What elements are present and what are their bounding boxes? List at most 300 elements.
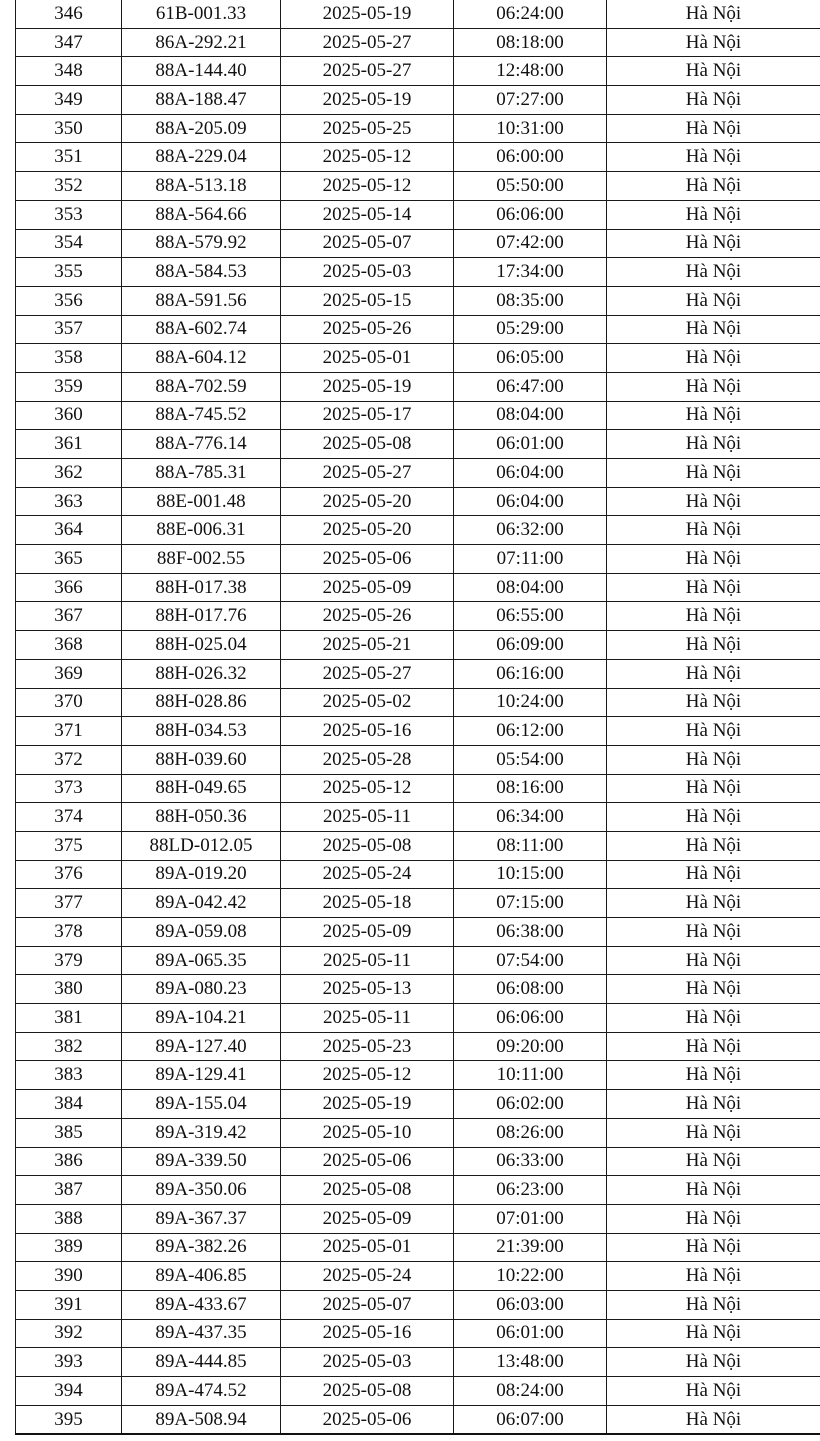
- violation-date-cell: 2025-05-20: [281, 487, 454, 516]
- row-number-cell: 373: [16, 774, 122, 803]
- violation-time-cell: 06:02:00: [454, 1090, 607, 1119]
- table-row: [16, 401, 820, 430]
- license-plate-cell: 88H-017.76: [122, 602, 281, 631]
- violation-time-cell: 10:15:00: [454, 860, 607, 889]
- violation-time-cell: 07:54:00: [454, 946, 607, 975]
- violation-time-cell: 06:23:00: [454, 1176, 607, 1205]
- row-number-cell: 347: [16, 28, 122, 57]
- row-number-cell: 386: [16, 1147, 122, 1176]
- violation-date-cell: 2025-05-19: [281, 86, 454, 115]
- row-number-cell: 368: [16, 631, 122, 660]
- violation-date-cell: 2025-05-02: [281, 688, 454, 717]
- violation-date-cell: 2025-05-12: [281, 1061, 454, 1090]
- row-number-cell: 362: [16, 459, 122, 488]
- unit-cell: Hà Nội: [607, 889, 820, 918]
- unit-cell: Hà Nội: [607, 1262, 820, 1291]
- violation-time-cell: 07:27:00: [454, 86, 607, 115]
- row-number-cell: 374: [16, 803, 122, 832]
- unit-cell: Hà Nội: [607, 258, 820, 287]
- violation-date-cell: 2025-05-21: [281, 631, 454, 660]
- table-row: [16, 430, 820, 459]
- license-plate-cell: 89A-042.42: [122, 889, 281, 918]
- violation-time-cell: 08:04:00: [454, 573, 607, 602]
- license-plate-cell: 88A-579.92: [122, 229, 281, 258]
- table-row: [16, 286, 820, 315]
- violation-date-cell: 2025-05-24: [281, 860, 454, 889]
- unit-cell: Hà Nội: [607, 1319, 820, 1348]
- violation-date-cell: 2025-05-25: [281, 114, 454, 143]
- violation-date-cell: 2025-05-12: [281, 774, 454, 803]
- violation-date-cell: 2025-05-11: [281, 946, 454, 975]
- license-plate-cell: 89A-065.35: [122, 946, 281, 975]
- license-plate-cell: 88H-039.60: [122, 745, 281, 774]
- unit-cell: Hà Nội: [607, 860, 820, 889]
- violation-date-cell: 2025-05-08: [281, 1176, 454, 1205]
- violation-date-cell: 2025-05-23: [281, 1032, 454, 1061]
- violation-date-cell: 2025-05-07: [281, 229, 454, 258]
- violation-date-cell: 2025-05-10: [281, 1118, 454, 1147]
- violation-time-cell: 12:48:00: [454, 57, 607, 86]
- unit-cell: Hà Nội: [607, 430, 820, 459]
- table-row: [16, 803, 820, 832]
- table-row: [16, 372, 820, 401]
- violation-date-cell: 2025-05-19: [281, 372, 454, 401]
- unit-cell: Hà Nội: [607, 717, 820, 746]
- violation-time-cell: 06:06:00: [454, 200, 607, 229]
- license-plate-cell: 89A-433.67: [122, 1290, 281, 1319]
- table-row: [16, 975, 820, 1004]
- unit-cell: Hà Nội: [607, 573, 820, 602]
- license-plate-cell: 89A-059.08: [122, 918, 281, 947]
- license-plate-cell: 89A-406.85: [122, 1262, 281, 1291]
- row-number-cell: 356: [16, 286, 122, 315]
- license-plate-cell: 88A-513.18: [122, 172, 281, 201]
- violation-time-cell: 08:24:00: [454, 1377, 607, 1406]
- license-plate-cell: 89A-319.42: [122, 1118, 281, 1147]
- unit-cell: Hà Nội: [607, 545, 820, 574]
- table-row: [16, 86, 820, 115]
- table-row: [16, 1348, 820, 1377]
- unit-cell: Hà Nội: [607, 946, 820, 975]
- row-number-cell: 346: [16, 0, 122, 28]
- violation-time-cell: 06:16:00: [454, 659, 607, 688]
- unit-cell: Hà Nội: [607, 831, 820, 860]
- violation-date-cell: 2025-05-26: [281, 315, 454, 344]
- violation-time-cell: 08:35:00: [454, 286, 607, 315]
- violation-time-cell: 17:34:00: [454, 258, 607, 287]
- table-row: [16, 573, 820, 602]
- unit-cell: Hà Nội: [607, 1290, 820, 1319]
- unit-cell: Hà Nội: [607, 688, 820, 717]
- table-row: [16, 1377, 820, 1406]
- violation-time-cell: 07:01:00: [454, 1204, 607, 1233]
- unit-cell: Hà Nội: [607, 631, 820, 660]
- license-plate-cell: 88A-229.04: [122, 143, 281, 172]
- row-number-cell: 358: [16, 344, 122, 373]
- unit-cell: Hà Nội: [607, 28, 820, 57]
- row-number-cell: 367: [16, 602, 122, 631]
- violation-time-cell: 08:18:00: [454, 28, 607, 57]
- unit-cell: Hà Nội: [607, 1032, 820, 1061]
- violation-time-cell: 08:11:00: [454, 831, 607, 860]
- table-row: [16, 344, 820, 373]
- row-number-cell: 376: [16, 860, 122, 889]
- row-number-cell: 365: [16, 545, 122, 574]
- table-row: [16, 0, 820, 28]
- row-number-cell: 363: [16, 487, 122, 516]
- violation-date-cell: 2025-05-08: [281, 1377, 454, 1406]
- violation-time-cell: 06:01:00: [454, 430, 607, 459]
- row-number-cell: 377: [16, 889, 122, 918]
- violation-date-cell: 2025-05-08: [281, 831, 454, 860]
- row-number-cell: 350: [16, 114, 122, 143]
- violation-time-cell: 10:24:00: [454, 688, 607, 717]
- unit-cell: Hà Nội: [607, 1377, 820, 1406]
- row-number-cell: 394: [16, 1377, 122, 1406]
- violation-date-cell: 2025-05-27: [281, 28, 454, 57]
- row-number-cell: 371: [16, 717, 122, 746]
- unit-cell: Hà Nội: [607, 200, 820, 229]
- unit-cell: Hà Nội: [607, 1348, 820, 1377]
- table-row: [16, 946, 820, 975]
- row-number-cell: 349: [16, 86, 122, 115]
- violation-date-cell: 2025-05-16: [281, 717, 454, 746]
- row-number-cell: 383: [16, 1061, 122, 1090]
- unit-cell: Hà Nội: [607, 774, 820, 803]
- row-number-cell: 366: [16, 573, 122, 602]
- violation-time-cell: 05:29:00: [454, 315, 607, 344]
- unit-cell: Hà Nội: [607, 1176, 820, 1205]
- violation-date-cell: 2025-05-06: [281, 1405, 454, 1434]
- violation-time-cell: 06:33:00: [454, 1147, 607, 1176]
- table-row: [16, 172, 820, 201]
- violation-date-cell: 2025-05-17: [281, 401, 454, 430]
- license-plate-cell: 88A-144.40: [122, 57, 281, 86]
- violation-time-cell: 06:09:00: [454, 631, 607, 660]
- table-row: [16, 200, 820, 229]
- unit-cell: Hà Nội: [607, 487, 820, 516]
- violation-date-cell: 2025-05-01: [281, 1233, 454, 1262]
- license-plate-cell: 88H-028.86: [122, 688, 281, 717]
- violation-table-container: [15, 0, 820, 1435]
- license-plate-cell: 88A-205.09: [122, 114, 281, 143]
- table-row: [16, 717, 820, 746]
- table-row: [16, 545, 820, 574]
- violation-time-cell: 06:05:00: [454, 344, 607, 373]
- violation-time-cell: 07:42:00: [454, 229, 607, 258]
- row-number-cell: 370: [16, 688, 122, 717]
- row-number-cell: 354: [16, 229, 122, 258]
- table-row: [16, 889, 820, 918]
- unit-cell: Hà Nội: [607, 57, 820, 86]
- unit-cell: Hà Nội: [607, 1405, 820, 1434]
- unit-cell: Hà Nội: [607, 344, 820, 373]
- license-plate-cell: 88F-002.55: [122, 545, 281, 574]
- violation-time-cell: 06:24:00: [454, 0, 607, 28]
- license-plate-cell: 88H-050.36: [122, 803, 281, 832]
- table-row: [16, 631, 820, 660]
- table-row: [16, 1090, 820, 1119]
- table-row: [16, 114, 820, 143]
- table-body: [16, 0, 820, 1434]
- unit-cell: Hà Nội: [607, 172, 820, 201]
- row-number-cell: 352: [16, 172, 122, 201]
- unit-cell: Hà Nội: [607, 114, 820, 143]
- violation-time-cell: 13:48:00: [454, 1348, 607, 1377]
- row-number-cell: 391: [16, 1290, 122, 1319]
- violation-date-cell: 2025-05-08: [281, 430, 454, 459]
- unit-cell: Hà Nội: [607, 401, 820, 430]
- row-number-cell: 385: [16, 1118, 122, 1147]
- license-plate-cell: 89A-155.04: [122, 1090, 281, 1119]
- violation-time-cell: 06:34:00: [454, 803, 607, 832]
- violation-time-cell: 06:00:00: [454, 143, 607, 172]
- violation-time-cell: 08:26:00: [454, 1118, 607, 1147]
- license-plate-cell: 88A-776.14: [122, 430, 281, 459]
- row-number-cell: 372: [16, 745, 122, 774]
- unit-cell: Hà Nội: [607, 286, 820, 315]
- violation-time-cell: 05:54:00: [454, 745, 607, 774]
- table-row: [16, 918, 820, 947]
- license-plate-cell: 89A-508.94: [122, 1405, 281, 1434]
- license-plate-cell: 89A-127.40: [122, 1032, 281, 1061]
- violation-time-cell: 06:03:00: [454, 1290, 607, 1319]
- table-row: [16, 774, 820, 803]
- row-number-cell: 353: [16, 200, 122, 229]
- row-number-cell: 380: [16, 975, 122, 1004]
- license-plate-cell: 89A-339.50: [122, 1147, 281, 1176]
- unit-cell: Hà Nội: [607, 803, 820, 832]
- unit-cell: Hà Nội: [607, 1147, 820, 1176]
- row-number-cell: 379: [16, 946, 122, 975]
- license-plate-cell: 88E-006.31: [122, 516, 281, 545]
- license-plate-cell: 88A-564.66: [122, 200, 281, 229]
- unit-cell: Hà Nội: [607, 459, 820, 488]
- violation-time-cell: 08:04:00: [454, 401, 607, 430]
- violation-date-cell: 2025-05-11: [281, 1004, 454, 1033]
- table-row: [16, 602, 820, 631]
- table-row: [16, 860, 820, 889]
- table-row: [16, 57, 820, 86]
- violation-time-cell: 06:06:00: [454, 1004, 607, 1033]
- unit-cell: Hà Nội: [607, 745, 820, 774]
- violation-date-cell: 2025-05-27: [281, 57, 454, 86]
- license-plate-cell: 89A-382.26: [122, 1233, 281, 1262]
- unit-cell: Hà Nội: [607, 918, 820, 947]
- row-number-cell: 392: [16, 1319, 122, 1348]
- license-plate-cell: 89A-474.52: [122, 1377, 281, 1406]
- table-row: [16, 1233, 820, 1262]
- license-plate-cell: 89A-437.35: [122, 1319, 281, 1348]
- license-plate-cell: 61B-001.33: [122, 0, 281, 28]
- unit-cell: Hà Nội: [607, 315, 820, 344]
- violation-time-cell: 10:11:00: [454, 1061, 607, 1090]
- table-row: [16, 1118, 820, 1147]
- violation-time-cell: 06:55:00: [454, 602, 607, 631]
- table-row: [16, 1262, 820, 1291]
- license-plate-cell: 88H-025.04: [122, 631, 281, 660]
- row-number-cell: 375: [16, 831, 122, 860]
- license-plate-cell: 88A-188.47: [122, 86, 281, 115]
- unit-cell: Hà Nội: [607, 1090, 820, 1119]
- unit-cell: Hà Nội: [607, 0, 820, 28]
- table-row: [16, 1319, 820, 1348]
- violation-date-cell: 2025-05-09: [281, 573, 454, 602]
- table-row: [16, 516, 820, 545]
- unit-cell: Hà Nội: [607, 1004, 820, 1033]
- violation-time-cell: 06:32:00: [454, 516, 607, 545]
- row-number-cell: 387: [16, 1176, 122, 1205]
- row-number-cell: 369: [16, 659, 122, 688]
- row-number-cell: 359: [16, 372, 122, 401]
- violation-date-cell: 2025-05-03: [281, 258, 454, 287]
- unit-cell: Hà Nội: [607, 372, 820, 401]
- violation-time-cell: 10:31:00: [454, 114, 607, 143]
- license-plate-cell: 89A-080.23: [122, 975, 281, 1004]
- violation-time-cell: 06:07:00: [454, 1405, 607, 1434]
- unit-cell: Hà Nội: [607, 1204, 820, 1233]
- violation-date-cell: 2025-05-16: [281, 1319, 454, 1348]
- violation-time-cell: 08:16:00: [454, 774, 607, 803]
- license-plate-cell: 89A-444.85: [122, 1348, 281, 1377]
- table-row: [16, 487, 820, 516]
- violation-date-cell: 2025-05-13: [281, 975, 454, 1004]
- violation-time-cell: 06:47:00: [454, 372, 607, 401]
- violation-time-cell: 06:01:00: [454, 1319, 607, 1348]
- table-row: [16, 1061, 820, 1090]
- license-plate-cell: 89A-019.20: [122, 860, 281, 889]
- violation-time-cell: 10:22:00: [454, 1262, 607, 1291]
- row-number-cell: 382: [16, 1032, 122, 1061]
- violation-time-cell: 09:20:00: [454, 1032, 607, 1061]
- violation-table: [15, 0, 820, 1435]
- unit-cell: Hà Nội: [607, 516, 820, 545]
- unit-cell: Hà Nội: [607, 1233, 820, 1262]
- license-plate-cell: 88A-584.53: [122, 258, 281, 287]
- violation-date-cell: 2025-05-19: [281, 0, 454, 28]
- violation-date-cell: 2025-05-18: [281, 889, 454, 918]
- table-row: [16, 229, 820, 258]
- license-plate-cell: 88A-745.52: [122, 401, 281, 430]
- violation-date-cell: 2025-05-09: [281, 1204, 454, 1233]
- row-number-cell: 393: [16, 1348, 122, 1377]
- violation-date-cell: 2025-05-12: [281, 143, 454, 172]
- row-number-cell: 389: [16, 1233, 122, 1262]
- row-number-cell: 360: [16, 401, 122, 430]
- table-row: [16, 1204, 820, 1233]
- violation-date-cell: 2025-05-06: [281, 1147, 454, 1176]
- violation-time-cell: 05:50:00: [454, 172, 607, 201]
- row-number-cell: 395: [16, 1405, 122, 1434]
- violation-date-cell: 2025-05-19: [281, 1090, 454, 1119]
- violation-date-cell: 2025-05-26: [281, 602, 454, 631]
- violation-date-cell: 2025-05-12: [281, 172, 454, 201]
- violation-date-cell: 2025-05-27: [281, 659, 454, 688]
- table-row: [16, 745, 820, 774]
- violation-time-cell: 06:04:00: [454, 459, 607, 488]
- violation-time-cell: 06:08:00: [454, 975, 607, 1004]
- violation-time-cell: 21:39:00: [454, 1233, 607, 1262]
- license-plate-cell: 88A-591.56: [122, 286, 281, 315]
- table-row: [16, 1147, 820, 1176]
- unit-cell: Hà Nội: [607, 143, 820, 172]
- license-plate-cell: 88H-049.65: [122, 774, 281, 803]
- row-number-cell: 384: [16, 1090, 122, 1119]
- table-row: [16, 1032, 820, 1061]
- unit-cell: Hà Nội: [607, 1061, 820, 1090]
- violation-date-cell: 2025-05-09: [281, 918, 454, 947]
- unit-cell: Hà Nội: [607, 1118, 820, 1147]
- license-plate-cell: 88LD-012.05: [122, 831, 281, 860]
- violation-date-cell: 2025-05-14: [281, 200, 454, 229]
- license-plate-cell: 89A-367.37: [122, 1204, 281, 1233]
- license-plate-cell: 86A-292.21: [122, 28, 281, 57]
- table-row: [16, 258, 820, 287]
- license-plate-cell: 88A-702.59: [122, 372, 281, 401]
- table-row: [16, 1405, 820, 1434]
- violation-date-cell: 2025-05-24: [281, 1262, 454, 1291]
- unit-cell: Hà Nội: [607, 659, 820, 688]
- row-number-cell: 355: [16, 258, 122, 287]
- license-plate-cell: 88E-001.48: [122, 487, 281, 516]
- unit-cell: Hà Nội: [607, 86, 820, 115]
- violation-date-cell: 2025-05-07: [281, 1290, 454, 1319]
- license-plate-cell: 89A-350.06: [122, 1176, 281, 1205]
- violation-time-cell: 07:15:00: [454, 889, 607, 918]
- license-plate-cell: 89A-129.41: [122, 1061, 281, 1090]
- violation-time-cell: 06:38:00: [454, 918, 607, 947]
- row-number-cell: 348: [16, 57, 122, 86]
- table-row: [16, 315, 820, 344]
- violation-date-cell: 2025-05-11: [281, 803, 454, 832]
- license-plate-cell: 88A-604.12: [122, 344, 281, 373]
- violation-date-cell: 2025-05-06: [281, 545, 454, 574]
- violation-date-cell: 2025-05-27: [281, 459, 454, 488]
- row-number-cell: 351: [16, 143, 122, 172]
- violation-time-cell: 06:12:00: [454, 717, 607, 746]
- row-number-cell: 388: [16, 1204, 122, 1233]
- license-plate-cell: 88A-602.74: [122, 315, 281, 344]
- violation-time-cell: 07:11:00: [454, 545, 607, 574]
- license-plate-cell: 89A-104.21: [122, 1004, 281, 1033]
- license-plate-cell: 88A-785.31: [122, 459, 281, 488]
- table-row: [16, 1176, 820, 1205]
- violation-date-cell: 2025-05-15: [281, 286, 454, 315]
- table-row: [16, 459, 820, 488]
- unit-cell: Hà Nội: [607, 602, 820, 631]
- row-number-cell: 361: [16, 430, 122, 459]
- violation-date-cell: 2025-05-20: [281, 516, 454, 545]
- license-plate-cell: 88H-034.53: [122, 717, 281, 746]
- table-row: [16, 143, 820, 172]
- row-number-cell: 364: [16, 516, 122, 545]
- table-row: [16, 28, 820, 57]
- unit-cell: Hà Nội: [607, 229, 820, 258]
- violation-date-cell: 2025-05-28: [281, 745, 454, 774]
- table-row: [16, 831, 820, 860]
- violation-date-cell: 2025-05-03: [281, 1348, 454, 1377]
- row-number-cell: 378: [16, 918, 122, 947]
- violation-time-cell: 06:04:00: [454, 487, 607, 516]
- unit-cell: Hà Nội: [607, 975, 820, 1004]
- table-row: [16, 688, 820, 717]
- table-row: [16, 659, 820, 688]
- license-plate-cell: 88H-026.32: [122, 659, 281, 688]
- row-number-cell: 381: [16, 1004, 122, 1033]
- row-number-cell: 390: [16, 1262, 122, 1291]
- violation-date-cell: 2025-05-01: [281, 344, 454, 373]
- table-row: [16, 1290, 820, 1319]
